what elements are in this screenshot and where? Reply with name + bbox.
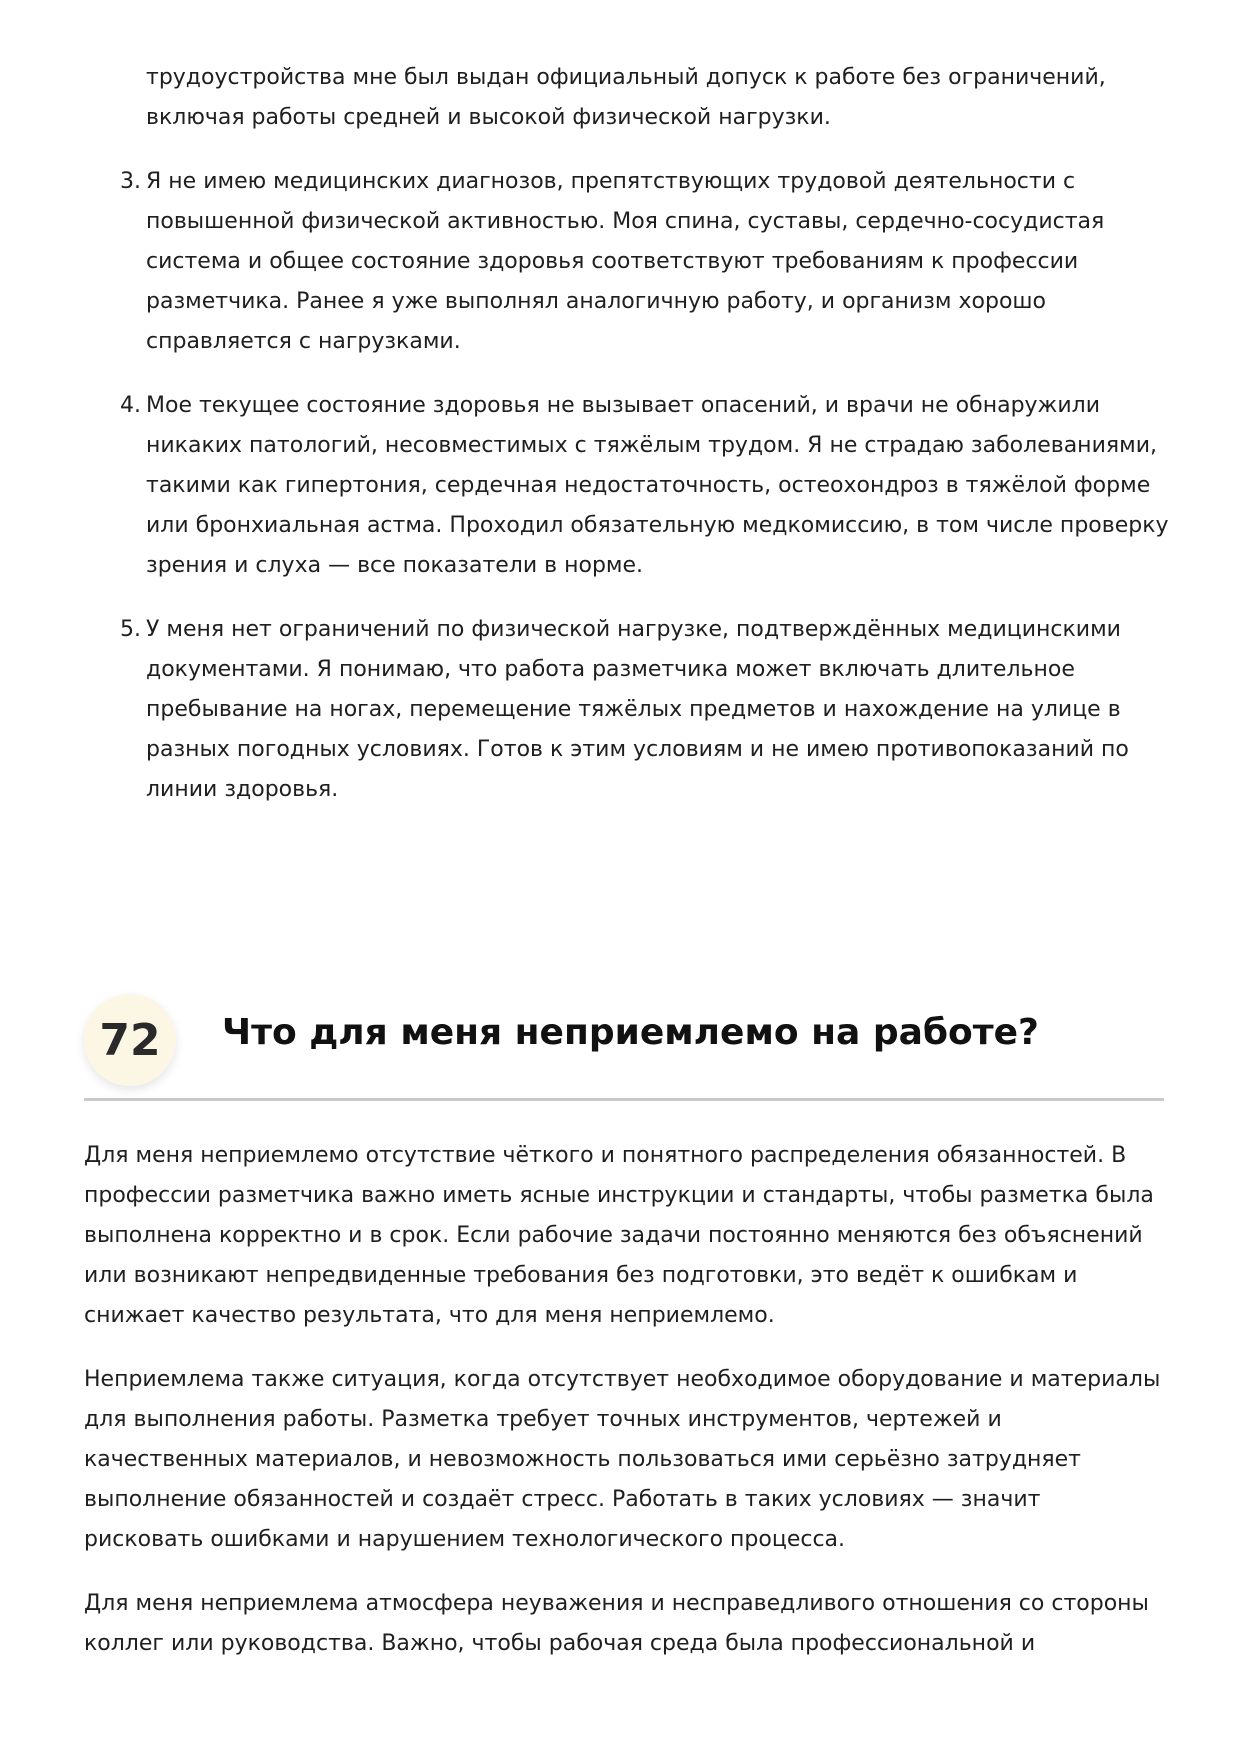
list-item-text: У меня нет ограничений по физической нагрузке, подтверждённых медицинскими документами. Я понимаю, что работа разметчика может включать длительное пребывание на ногах, перемещение тяжёлых предметов и нахождение на улице в разных погодных условиях. Готов к этим условиям и не имею противопоказаний по линии здоровья. — [146, 617, 1129, 802]
section-title: Что для меня неприемлемо на работе? — [222, 1012, 1039, 1053]
list-item-text: трудоустройства мне был выдан официальный допуск к работе без ограничений, включая работы средней и высокой физической нагрузки. — [146, 65, 1106, 130]
list-item — [84, 386, 1174, 586]
list-item — [84, 162, 1174, 362]
list-item-continued — [84, 58, 1174, 138]
list-item — [84, 610, 1174, 810]
section-body — [84, 1136, 1164, 1688]
paragraph: Неприемлема также ситуация, когда отсутствует необходимое оборудование и материалы для выполнения работы. Разметка требует точных инструментов, чертежей и качественных материалов, и невозможность пользоваться ими серьёзно затрудняет выполнение обязанностей и создаёт стресс. Работать в таких условиях — значит рисковать ошибками и нарушением технологического процесса. — [84, 1367, 1161, 1552]
list-item-number: 3. — [120, 169, 141, 194]
section-header — [84, 990, 1164, 1101]
list-item-text: Я не имею медицинских диагнозов, препятствующих трудовой деятельности с повышенной физической активностью. Моя спина, суставы, сердечно-сосудистая система и общее состояние здоровья соответствуют требованиям к профессии разметчика. Ранее я уже выполнял аналогичную работу, и организм хорошо справляется с нагрузками. — [146, 169, 1105, 354]
requirements-list — [84, 58, 1174, 834]
section-header-block — [84, 990, 1164, 1101]
list-item-text: Мое текущее состояние здоровья не вызывает опасений, и врачи не обнаружили никаких патологий, несовместимых с тяжёлым трудом. Я не страдаю заболеваниями, такими как гипертония, сердечная недостаточность, остеохондроз в тяжёлой форме или бронхиальная астма. Проходил обязательную медкомиссию, в том числе проверку зрения и слуха — все показатели в норме. — [146, 393, 1169, 578]
list-item-number: 5. — [120, 617, 141, 642]
paragraph: Для меня неприемлемо отсутствие чёткого и понятного распределения обязанностей. В профессии разметчика важно иметь ясные инструкции и стандарты, чтобы разметка была выполнена корректно и в срок. Если рабочие задачи постоянно меняются без объяснений или возникают непредвиденные требования без подготовки, это ведёт к ошибкам и снижает качество результата, что для меня неприемлемо. — [84, 1143, 1154, 1328]
section-number-badge: 72 — [84, 994, 176, 1086]
list-item-number: 4. — [120, 393, 141, 418]
paragraph: Для меня неприемлема атмосфера неуважения и несправедливого отношения со стороны коллег или руководства. Важно, чтобы рабочая среда была профессиональной и — [84, 1591, 1149, 1656]
